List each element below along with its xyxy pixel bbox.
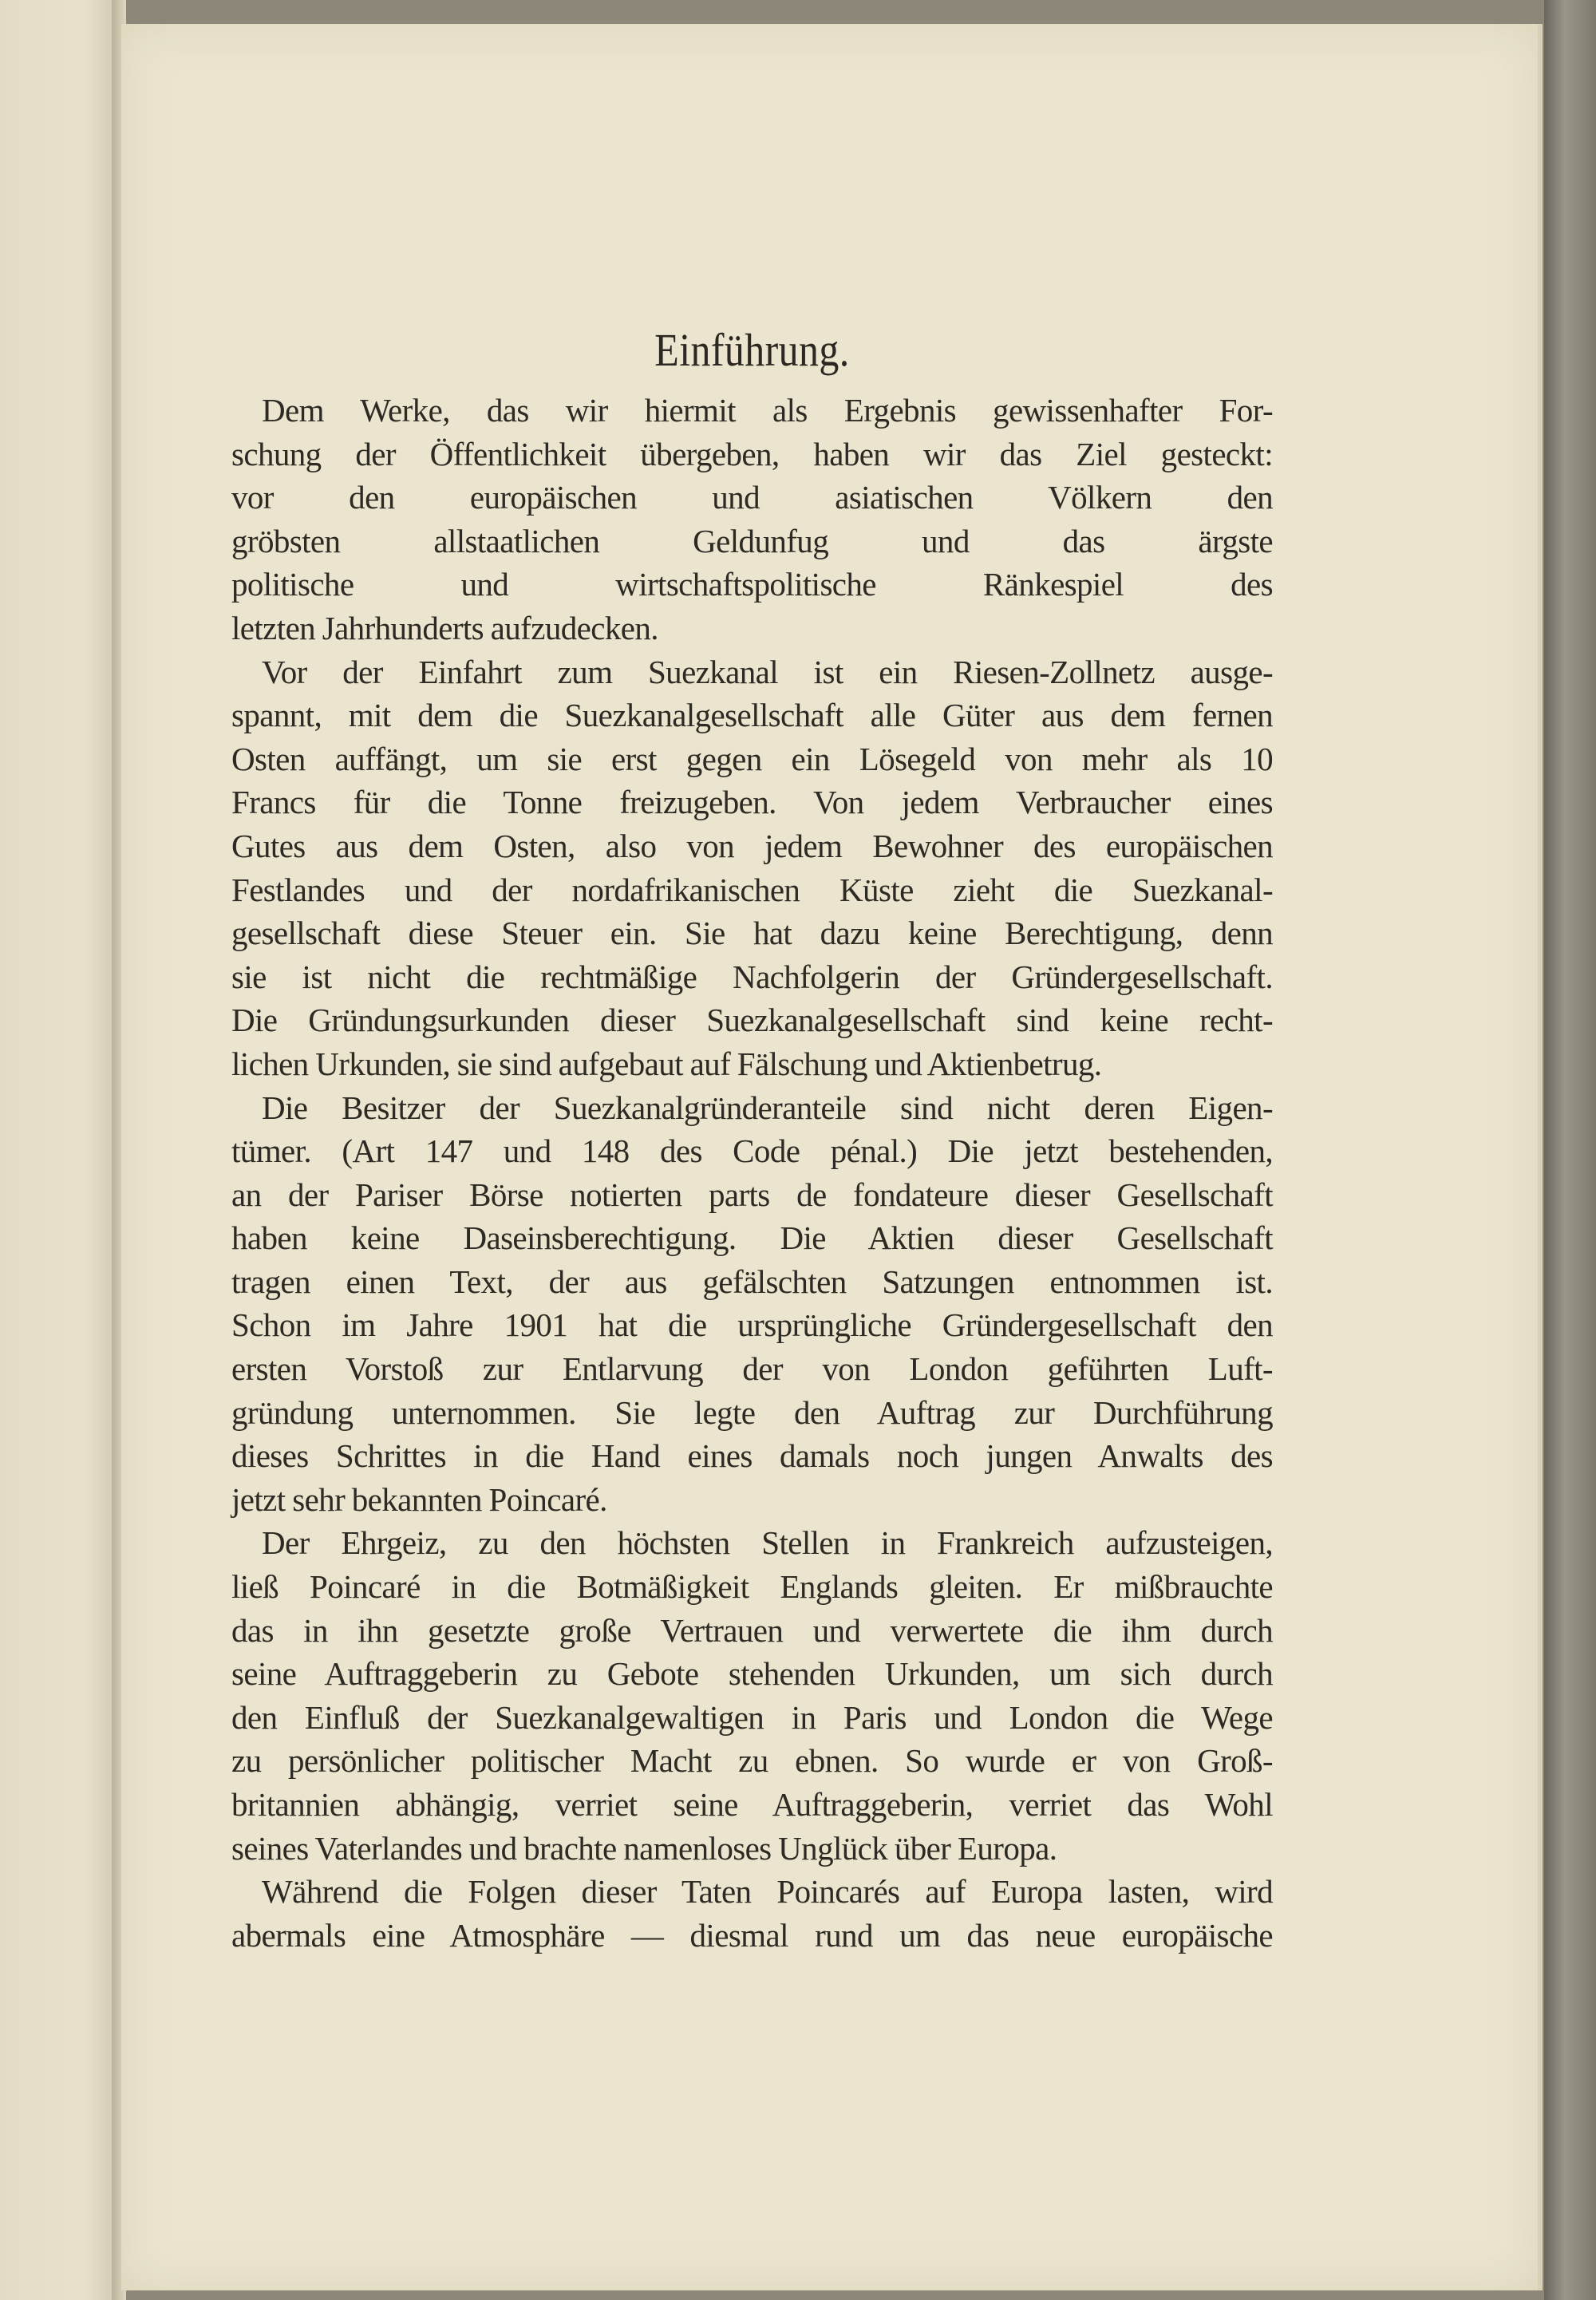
text-line-content: gröbsten allstaatlichen Geldunfug und das ärgste [231,522,1273,559]
text-line-content: sie ist nicht die rechtmäßige Nachfolgerin der Gründergesellschaft. [231,958,1273,995]
text-line [231,1391,1273,1435]
text-line [231,1347,1273,1391]
text-line [231,1173,1273,1217]
text-line-content: Gutes aus dem Osten, also von jedem Bewohner des europäischen [231,827,1273,864]
text-line [231,1042,1273,1086]
text-line-content: gründung unternommen. Sie legte den Auftrag zur Durchführung [231,1393,1273,1431]
text-line-content: Die Gründungsurkunden dieser Suezkanalgesellschaft sind keine recht- [231,1002,1273,1039]
text-line [231,694,1273,737]
text-line [231,520,1273,563]
text-line [231,998,1273,1042]
text-line-content: haben keine Daseinsberechtigung. Die Aktien dieser Gesellschaft [231,1219,1273,1257]
chapter-title: Einführung. [654,324,850,376]
text-line [231,911,1273,955]
text-line [231,868,1273,912]
text-line [231,1478,1273,1522]
text-line [231,1260,1273,1304]
text-line-content: Die Besitzer der Suezkanalgründeranteile sind nicht deren Eigen- [262,1089,1273,1126]
text-line [231,1609,1273,1653]
paragraph [231,1521,1273,1870]
text-line [231,1216,1273,1260]
text-line-content: dieses Schrittes in die Hand eines damals noch jungen Anwalts des [231,1437,1273,1475]
body-text [231,389,1273,1957]
text-line-content: ließ Poincaré in die Botmäßigkeit Englands gleiten. Er mißbrauchte [231,1568,1273,1606]
text-line-content: gesellschaft diese Steuer ein. Sie hat dazu keine Berechtigung, denn [231,915,1273,952]
text-line-content: an der Pariser Börse notierten parts de fondateure dieser Gesellschaft [231,1176,1273,1213]
text-line-content: das in ihn gesetzte große Vertrauen und verwertete die ihm durch [231,1611,1273,1649]
text-line [231,563,1273,607]
text-line-content: tragen einen Text, der aus gefälschten Satzungen entnommen ist. [231,1263,1273,1300]
text-line [231,1521,1273,1565]
text-line [231,955,1273,999]
text-line-content: ersten Vorstoß zur Entlarvung der von London geführten Luft- [231,1350,1273,1388]
text-line-content: Festlandes und der nordafrikanischen Küste zieht die Suezkanal- [231,871,1273,908]
text-line-content: politische und wirtschaftspolitische Ränkespiel des [231,566,1273,603]
text-line-content: abermals eine Atmosphäre — diesmal rund um das neue europäische [231,1916,1273,1954]
text-line-content: schung der Öffentlichkeit übergeben, haben wir das Ziel gesteckt: [231,435,1273,472]
text-line-content: Schon im Jahre 1901 hat die ursprüngliche Gründergesellschaft den [231,1306,1273,1344]
text-line [231,1565,1273,1609]
text-line-content: Der Ehrgeiz, zu den höchsten Stellen in Frankreich aufzusteigen, [262,1524,1273,1562]
text-line-content: Vor der Einfahrt zum Suezkanal ist ein Riesen-Zollnetz ausge- [262,653,1273,690]
text-line [231,1914,1273,1958]
text-line [231,737,1273,781]
text-line [231,1739,1273,1783]
text-line [231,824,1273,868]
text-line [231,1303,1273,1347]
text-line [231,1696,1273,1740]
scan-background-edge [1544,0,1596,2300]
text-line [231,1129,1273,1173]
text-line [231,1652,1273,1696]
text-line [231,1434,1273,1478]
text-line [231,1086,1273,1130]
text-line-content: Francs für die Tonne freizugeben. Von jedem Verbraucher eines [231,784,1273,821]
left-page-edge [0,0,120,2300]
text-line-content: Während die Folgen dieser Taten Poincarés auf Europa lasten, wird [262,1873,1273,1911]
text-line-content: zu persönlicher politischer Macht zu ebnen. So wurde er von Groß- [231,1742,1273,1780]
text-line-content: Dem Werke, das wir hiermit als Ergebnis gewissenhafter For- [262,392,1273,429]
text-line-content: letzten Jahrhunderts aufzudecken. [231,609,658,646]
text-line-content: seine Auftraggeberin zu Gebote stehenden Urkunden, um sich durch [231,1655,1273,1693]
text-line-content: lichen Urkunden, sie sind aufgebaut auf Fälschung und Aktienbetrug. [231,1045,1102,1082]
text-line [231,1783,1273,1827]
text-line-content: seines Vaterlandes und brachte namenloses Unglück über Europa. [231,1829,1057,1867]
paragraph [231,1086,1273,1522]
text-line [231,389,1273,433]
text-line [231,476,1273,520]
text-line-content: den Einfluß der Suezkanalgewaltigen in Paris und London die Wege [231,1698,1273,1736]
text-line [231,433,1273,476]
text-line-content: spannt, mit dem die Suezkanalgesellschaft alle Güter aus dem fernen [231,697,1273,734]
text-line-content: britannien abhängig, verriet seine Auftraggeberin, verriet das Wohl [231,1786,1273,1823]
text-line-content: tümer. (Art 147 und 148 des Code pénal.) Die jetzt bestehenden, [231,1132,1273,1170]
paragraph [231,389,1273,650]
text-line [231,1870,1273,1914]
text-line-content: jetzt sehr bekannten Poincaré. [231,1480,607,1518]
text-line [231,1827,1273,1871]
text-line [231,607,1273,650]
text-line-content: Osten auffängt, um sie erst gegen ein Lösegeld von mehr als 10 [231,740,1273,777]
text-line [231,650,1273,694]
text-line [231,780,1273,824]
paragraph [231,650,1273,1086]
paragraph [231,1870,1273,1957]
text-line-content: vor den europäischen und asiatischen Völkern den [231,479,1273,516]
